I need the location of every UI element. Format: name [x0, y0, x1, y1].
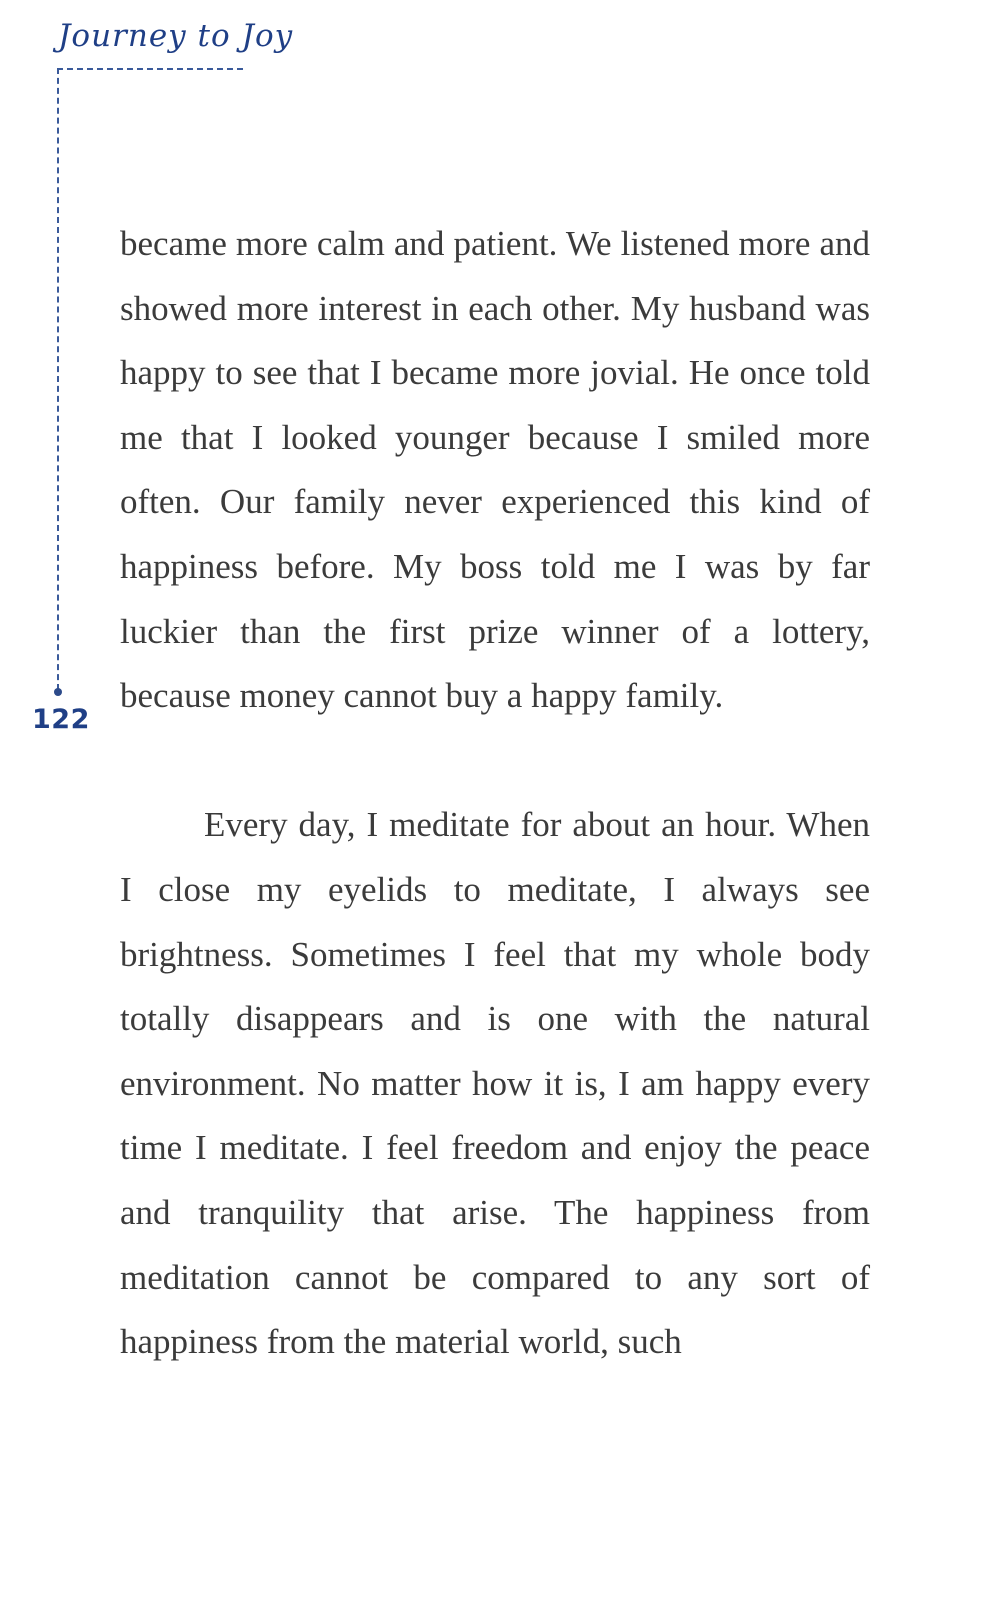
page-number: 122	[32, 704, 90, 735]
header-dotted-rule	[57, 68, 243, 70]
margin-dotted-rule	[57, 68, 59, 690]
paragraph-2: Every day, I meditate for about an hour. When I close my eyelids to meditate, I always see brightness. Sometimes I feel that my whole body totally disappears and is one with the natural environment. No matter how it is, I am happy every time I meditate. I feel freedom and enjoy the peace and tranquility that arise. The happiness from meditation cannot be compared to any sort of happiness from the material world, such	[120, 805, 870, 1362]
running-title: Journey to Joy	[58, 18, 294, 54]
margin-dot-marker	[54, 688, 62, 696]
paragraph-1: became more calm and patient. We listened more and showed more interest in each other. My husband was happy to see that I became more jovial. He once told me that I looked younger because I smiled more often. Our family never experienced this kind of happiness before. My boss told me I was by far luckier than the first prize winner of a lottery, because money cannot buy a happy family.	[120, 224, 870, 716]
body-text	[120, 212, 870, 1375]
